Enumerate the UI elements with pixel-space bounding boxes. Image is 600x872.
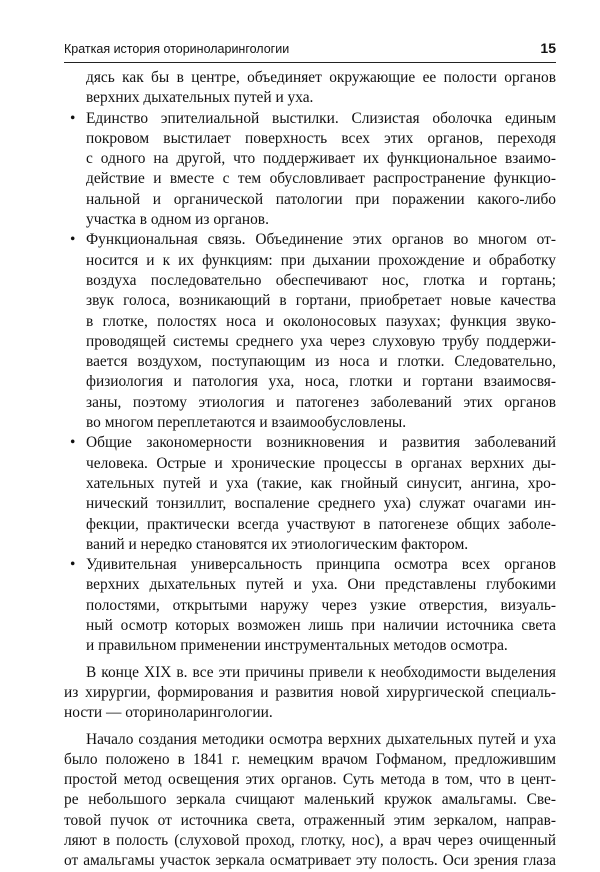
text-line: Общие закономерности возникновения и развития заболеваний [86, 434, 556, 452]
bullet-icon: • [70, 231, 76, 249]
text-line: товой пучок от источника света, отраженный этим зеркалом, направ- [64, 811, 556, 829]
text-line: от амальгамы участок зеркала осматривает эту полость. Оси зрения глаза [64, 852, 556, 870]
text-line: Единство эпителиальной выстилки. Слизистая оболочка единым [86, 109, 556, 127]
text-line: Начало создания методики осмотра верхних дыхательных путей и уха [86, 730, 556, 748]
text-line: покровом выстилает поверхность всех этих органов, переходя [86, 129, 556, 147]
text-line: и правильном применении инструментальных методов осмотра. [86, 637, 508, 655]
bullet-item [64, 109, 556, 231]
paragraph [64, 663, 556, 724]
bullet-item [64, 230, 556, 433]
text-line: фекции, практически всегда участвуют в патогенезе общих заболе- [86, 515, 556, 533]
bullet-icon: • [70, 109, 76, 127]
body-text [64, 68, 556, 872]
page-number: 15 [540, 40, 556, 56]
bullet-icon: • [70, 556, 76, 574]
text-line: Функциональная связь. Объединение этих органов во многом от- [86, 231, 556, 249]
text-line: человека. Острые и хронические процессы в органах верхних ды- [86, 454, 556, 472]
text-line: нальной и органической патологии при поражении какого-либо [86, 190, 556, 208]
text-line: В конце XIX в. все эти причины привели к необходимости выделения [86, 663, 556, 681]
text-line: участка в одном из органов. [86, 211, 269, 229]
text-line: из хирургии, формирования и развития новой хирургической специаль- [64, 683, 556, 701]
text-line: вается воздухом, поступающим из носа и глотки. Следовательно, [86, 353, 556, 371]
text-line: проводящей системы среднего уха через слуховую трубу поддержи- [86, 332, 556, 350]
text-line: ности — оториноларингологии. [64, 704, 273, 722]
text-line: ный осмотр которых возможен лишь при наличии источника света [86, 617, 556, 635]
text-line: ляют в полость (слуховой проход, глотку, нос), а врач через очищенный [64, 831, 556, 849]
text-line: было положено в 1841 г. немецким врачом Гофманом, предложившим [64, 750, 556, 768]
bullet-item [64, 433, 556, 555]
text-line: верхних дыхательных путей и уха. [86, 89, 314, 107]
text-line: Удивительная универсальность принципа осмотра всех органов [86, 556, 556, 574]
text-line: простой метод освещения этих органов. Суть метода в том, что в цент- [64, 771, 556, 789]
text-line: ваний и нередко становятся их этиологическим фактором. [86, 535, 469, 553]
text-line: с одного на другой, что поддерживает их функциональное взаимо- [86, 150, 556, 168]
text-line: звук голоса, возникающий в гортани, приобретает новые качества [86, 292, 556, 310]
text-line: носится и к их функциям: при дыхании прохождение и обработку [86, 251, 556, 269]
text-line: физиология и патология уха, носа, глотки и гортани взаимосвя- [86, 373, 556, 391]
text-line: воздуха последовательно обеспечивают нос, глотка и гортань; [86, 271, 556, 289]
text-line: во многом переплетаются и взаимообусловлены. [86, 414, 407, 432]
text-line: ре небольшого зеркала счищают маленький кружок амальгамы. Све- [64, 791, 556, 809]
bullet-item [64, 555, 556, 656]
running-header [64, 40, 556, 63]
text-line: нический тонзиллит, воспаление среднего уха) служат очагами ин- [86, 495, 556, 513]
running-title: Краткая история оториноларингологии [64, 42, 290, 56]
text-line: действие и вместе с тем обусловливает распространение функцио- [86, 170, 556, 188]
text-line: хательных путей и уха (такие, как гнойный синусит, ангина, хро- [86, 474, 556, 492]
text-line: верхних дыхательных путей и уха. Они представлены глубокими [86, 576, 556, 594]
paragraph [64, 730, 556, 872]
bullet-icon: • [70, 434, 76, 452]
bullet-continuation [64, 68, 556, 109]
text-line: в глотке, полостях носа и околоносовых пазухах; функция звуко- [86, 312, 556, 330]
text-line: дясь как бы в центре, объединяет окружающие ее полости органов [86, 69, 556, 86]
text-line: полостями, открытыми наружу через узкие отверстия, визуаль- [86, 596, 556, 614]
text-line: заны, поэтому этиология и патогенез заболеваний этих органов [86, 393, 556, 411]
